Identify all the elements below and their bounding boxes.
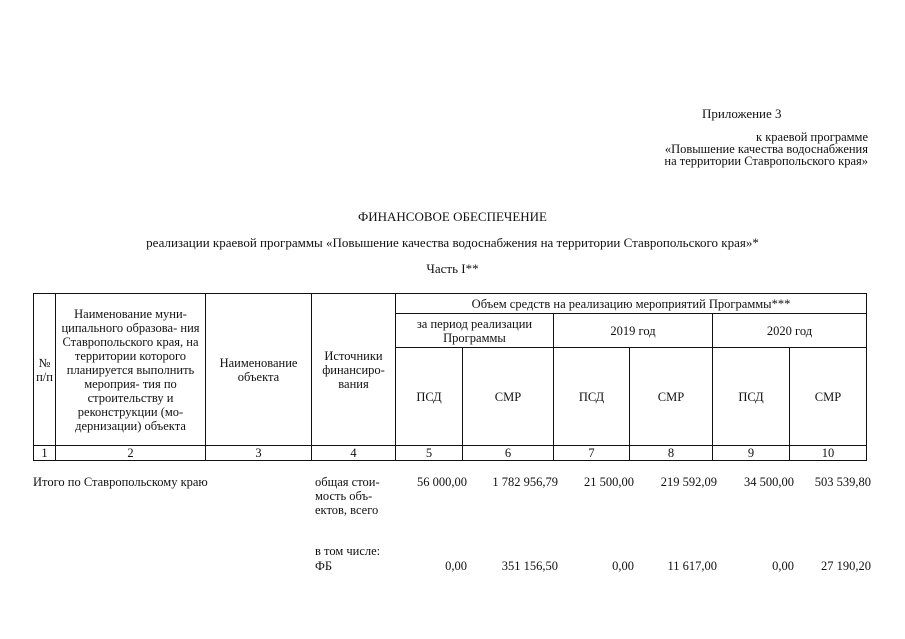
header-smr: СМР (463, 348, 554, 446)
header-psd: ПСД (396, 348, 463, 446)
row-fb-prefix: в том числе: (315, 544, 381, 558)
header-year-2020: 2020 год (713, 314, 867, 348)
row-total-source: общая стои- мость объ- ектов, всего (315, 475, 380, 517)
header-municipality: Наименование муни- ципального образова- ния Ставропольского края, на территории которого планируется выполнить мероприя- тия по строительству и реконструкции (мо- дернизации) объекта (56, 294, 206, 446)
appendix-reference (664, 131, 868, 167)
value-cell: 351 156,50 (501, 559, 558, 573)
column-number: 6 (463, 446, 554, 461)
column-number: 1 (34, 446, 56, 461)
row-fb-source: ФБ (315, 559, 333, 573)
appendix-line: «Повышение качества водоснабжения (664, 142, 868, 156)
value-cell: 219 592,09 (660, 475, 717, 489)
value-cell: 21 500,00 (584, 475, 634, 489)
header-psd: ПСД (713, 348, 790, 446)
value-cell: 0,00 (772, 559, 794, 573)
header-smr: СМР (790, 348, 867, 446)
column-number: 10 (790, 446, 867, 461)
financing-table (33, 293, 867, 461)
document-title: ФИНАНСОВОЕ ОБЕСПЕЧЕНИЕ (357, 209, 548, 224)
column-number: 9 (713, 446, 790, 461)
column-number: 3 (206, 446, 312, 461)
header-num: № п/п (34, 294, 56, 446)
value-cell: 503 539,80 (814, 475, 871, 489)
header-period: за период реализации Программы (396, 314, 554, 348)
value-cell: 27 190,20 (821, 559, 871, 573)
document-subtitle: реализации краевой программы «Повышение качества водоснабжения на территории Ставропольского края»* (146, 235, 759, 250)
row-total-name: Итого по Ставропольскому краю (33, 475, 208, 489)
header-year-2019: 2019 год (554, 314, 713, 348)
appendix-line: к краевой программе (756, 130, 868, 144)
document-part: Часть I** (426, 261, 479, 276)
column-number: 5 (396, 446, 463, 461)
header-object: Наименование объекта (206, 294, 312, 446)
appendix-title: Приложение 3 (702, 106, 782, 121)
column-number: 4 (312, 446, 396, 461)
header-volume: Объем средств на реализацию мероприятий Программы*** (396, 294, 867, 314)
value-cell: 0,00 (612, 559, 634, 573)
column-number: 8 (630, 446, 713, 461)
header-sources: Источники финансиро- вания (312, 294, 396, 446)
appendix-line: на территории Ставропольского края» (664, 154, 868, 168)
value-cell: 11 617,00 (667, 559, 717, 573)
value-cell: 56 000,00 (417, 475, 467, 489)
column-number: 2 (56, 446, 206, 461)
header-smr: СМР (630, 348, 713, 446)
value-cell: 34 500,00 (744, 475, 794, 489)
header-psd: ПСД (554, 348, 630, 446)
column-number: 7 (554, 446, 630, 461)
value-cell: 0,00 (445, 559, 467, 573)
value-cell: 1 782 956,79 (492, 475, 558, 489)
